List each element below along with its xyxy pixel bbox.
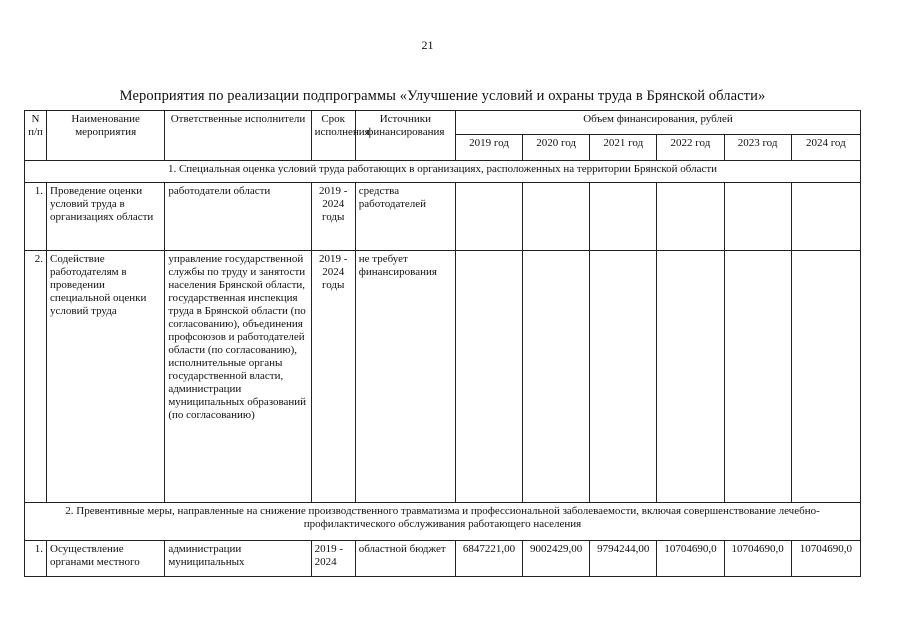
table-row bbox=[25, 183, 861, 251]
header-executors: Ответственные исполнители bbox=[165, 111, 311, 161]
header-year: 2019 год bbox=[455, 135, 522, 161]
section-2-title: 2. Превентивные меры, направленные на снижение производственного травматизма и профессиональной заболеваемости, включая совершенствование лечебно-профилактического обслуживания работающего населения bbox=[25, 503, 861, 541]
row-value: 6847221,00 bbox=[455, 541, 522, 577]
row-term: 2019 - 2024 годы bbox=[311, 251, 355, 503]
header-row bbox=[25, 111, 861, 135]
header-name: Наименование мероприятия bbox=[47, 111, 165, 161]
row-value: 10704690,0 bbox=[791, 541, 860, 577]
section-2-row bbox=[25, 503, 861, 541]
row-value bbox=[523, 183, 590, 251]
row-name: Осуществление органами местного bbox=[47, 541, 165, 577]
row-source: средства работодателей bbox=[355, 183, 455, 251]
row-source: областной бюджет bbox=[355, 541, 455, 577]
document-title: Мероприятия по реализации подпрограммы «Улучшение условий и охраны труда в Брянской области» bbox=[119, 88, 766, 104]
header-year: 2023 год bbox=[724, 135, 791, 161]
row-value bbox=[455, 183, 522, 251]
row-value bbox=[590, 251, 657, 503]
row-term: 2019 - 2024 bbox=[311, 541, 355, 577]
row-executors: администрации муниципальных bbox=[165, 541, 311, 577]
row-num: 1. bbox=[25, 183, 47, 251]
row-num: 2. bbox=[25, 251, 47, 503]
row-value: 9794244,00 bbox=[590, 541, 657, 577]
row-value bbox=[791, 183, 860, 251]
row-value: 10704690,0 bbox=[657, 541, 724, 577]
program-measures-table bbox=[24, 110, 861, 577]
header-year: 2021 год bbox=[590, 135, 657, 161]
section-1-title: 1. Специальная оценка условий труда работающих в организациях, расположенных на территории Брянской области bbox=[25, 161, 861, 183]
row-value bbox=[590, 183, 657, 251]
page-number: 21 bbox=[421, 38, 434, 52]
header-funding: Объем финансирования, рублей bbox=[455, 111, 860, 135]
row-num: 1. bbox=[25, 541, 47, 577]
row-value bbox=[523, 251, 590, 503]
row-value: 10704690,0 bbox=[724, 541, 791, 577]
row-name: Проведение оценки условий труда в организациях области bbox=[47, 183, 165, 251]
row-executors: работодатели области bbox=[165, 183, 311, 251]
row-value: 9002429,00 bbox=[523, 541, 590, 577]
header-term: Срок исполнения bbox=[311, 111, 355, 161]
table-row bbox=[25, 541, 861, 577]
row-value bbox=[657, 251, 724, 503]
table-row bbox=[25, 251, 861, 503]
header-sources: Источники финансирования bbox=[355, 111, 455, 161]
row-source: не требует финансирования bbox=[355, 251, 455, 503]
header-num: N п/п bbox=[25, 111, 47, 161]
section-1-row bbox=[25, 161, 861, 183]
row-value bbox=[455, 251, 522, 503]
header-year: 2022 год bbox=[657, 135, 724, 161]
header-year: 2024 год bbox=[791, 135, 860, 161]
row-term: 2019 - 2024 годы bbox=[311, 183, 355, 251]
row-value bbox=[791, 251, 860, 503]
row-value bbox=[657, 183, 724, 251]
row-value bbox=[724, 251, 791, 503]
row-name: Содействие работодателям в проведении специальной оценки условий труда bbox=[47, 251, 165, 503]
row-executors: управление государственной службы по труду и занятости населения Брянской области, государственная инспекция труда в Брянской области (по согласованию), объединения профсоюзов и работодателей области (по согласованию), исполнительные органы государственной власти, администрации муниципальных образований (по согласованию) bbox=[165, 251, 311, 503]
row-value bbox=[724, 183, 791, 251]
header-year: 2020 год bbox=[523, 135, 590, 161]
